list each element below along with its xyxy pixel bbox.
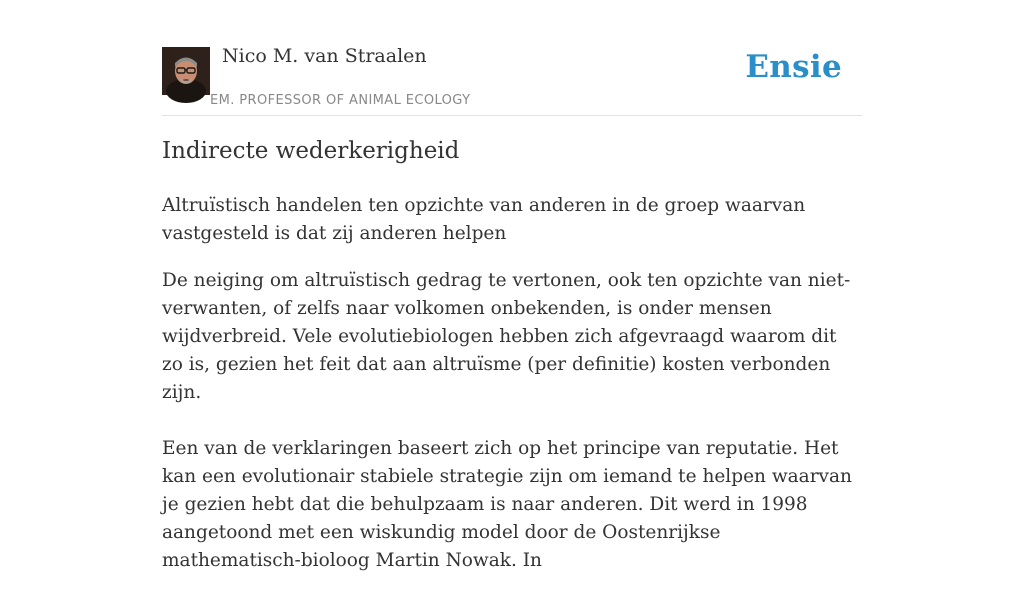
author-avatar[interactable] <box>162 47 210 95</box>
article-paragraph: De neiging om altruïstisch gedrag te vertonen, ook ten opzichte van niet-verwanten, of zelfs naar volkomen onbekenden, is onder mensen wijdverbreid. Vele evolutiebiologen hebben zich afgevraagd waarom dit zo is, gezien het feit dat aan altruïsme (per definitie) kosten verbonden zijn. <box>162 270 851 403</box>
author-header <box>162 0 862 116</box>
article-title: Indirecte wederkerigheid <box>162 138 460 164</box>
article-body <box>162 267 862 603</box>
article-summary: Altruïstisch handelen ten opzichte van anderen in de groep waarvan vastgesteld is dat zij anderen helpen <box>162 195 806 244</box>
ensie-logo[interactable]: Ensie <box>745 49 842 85</box>
avatar-portrait-icon <box>162 47 210 95</box>
article-container <box>162 0 862 571</box>
article-paragraph: Een van de verklaringen baseert zich op het principe van reputatie. Het kan een evolutionair stabiele strategie zijn om iemand te helpen waarvan je gezien hebt dat die behulpzaam is naar anderen. Dit werd in 1998 aangetoond met een wiskundig model door de Oostenrijkse mathematisch-bioloog Martin Nowak. In <box>162 438 852 571</box>
author-name[interactable]: Nico M. van Straalen <box>222 45 427 67</box>
author-title: EM. PROFESSOR OF ANIMAL ECOLOGY <box>210 93 471 108</box>
